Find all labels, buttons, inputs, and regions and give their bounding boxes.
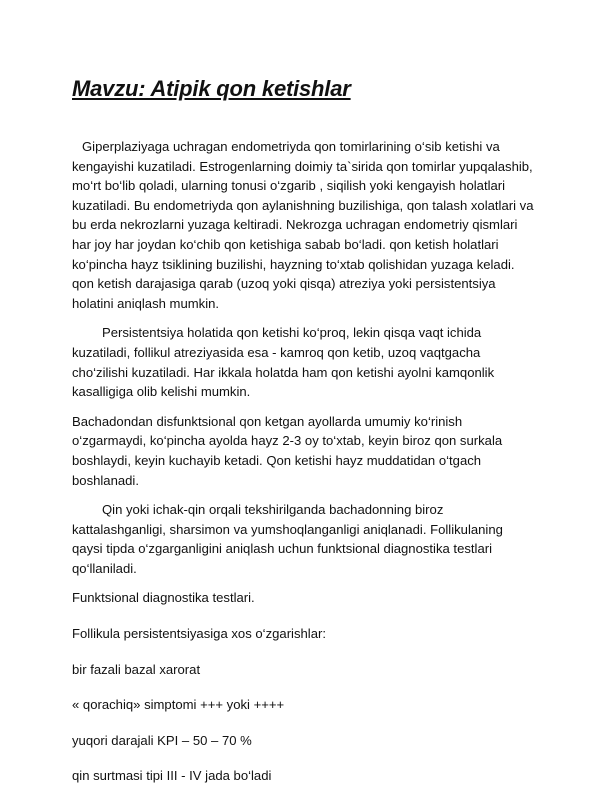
- paragraph-1: Giperplaziyaga uchragan endometriyda qon tomirlarining o‘sib ketishi va kengayishi kuzatiladi. Estrogenlarning doimiy ta`sirida qon tomirlar yupqalashib, mo‘rt bo‘lib qoladi, ularning tonusi o‘zgarib , siqilish yoki kengayish holatlari kuzatiladi. Bu endometriyda qon aylanishning buzilishiga, qon talash xolatlari va bu erda nekrozlarni yuzaga keltiradi. Nekrozga uchragan endometriy qismlari har joy har joydan ko‘chib qon ketishiga sabab bo‘ladi. qon ketish holatlari ko‘pincha hayz tsiklining buzilishi, hayzning to‘xtab qolishidan yuzaga keladi. qon ketish darajasiga qarab (uzoq yoki qisqa) atreziya yoki persistentsiya holatini aniqlash mumkin.: [72, 139, 534, 311]
- paragraph-3: Bachadondan disfunktsional qon ketgan ayollarda umumiy ko‘rinish o‘zgarmaydi, ko‘pincha ayolda hayz 2-3 oy to‘xtab, keyin biroz qon surkala boshlaydi, keyin kuchayib ketadi. Qon ketishi hayz muddatidan o‘tgach boshlanadi.: [72, 413, 503, 488]
- line-basal-temperature: bir fazali bazal xarorat: [72, 661, 201, 677]
- line-kpi: yuqori darajali KPI – 50 – 70 %: [72, 732, 252, 748]
- paragraph-4: Qin yoki ichak-qin orqali tekshirilganda bachadonning biroz kattalashganligi, sharsimon va yumshoqlanganligi aniqlanadi. Follikulaning qaysi tipda o‘zgarganligini aniqlash uchun funktsional diagnostika testlari qo‘llaniladi.: [72, 502, 503, 576]
- line-smear-type: qin surtmasi tipi III - IV jada bo‘ladi: [72, 768, 272, 784]
- line-persistence-changes: Follikula persistentsiyasiga xos o‘zgarishlar:: [72, 626, 326, 642]
- paragraph-2: Persistentsiya holatida qon ketishi ko‘proq, lekin qisqa vaqt ichida kuzatiladi, follikul atreziyasida esa - kamroq qon ketib, uzoq vaqtgacha cho‘zilishi kuzatiladi. Har ikkala holatda ham qon ketishi ayolni kamqonlik kasalligiga olib kelishi mumkin.: [72, 325, 495, 400]
- line-pupil-symptom: « qorachiq» simptomi +++ yoki ++++: [72, 697, 285, 713]
- document-title: Mavzu: Atipik qon ketishlar: [72, 76, 351, 101]
- document-body: [72, 137, 536, 802]
- line-diagnostic-tests: Funktsional diagnostika testlari.: [72, 590, 255, 606]
